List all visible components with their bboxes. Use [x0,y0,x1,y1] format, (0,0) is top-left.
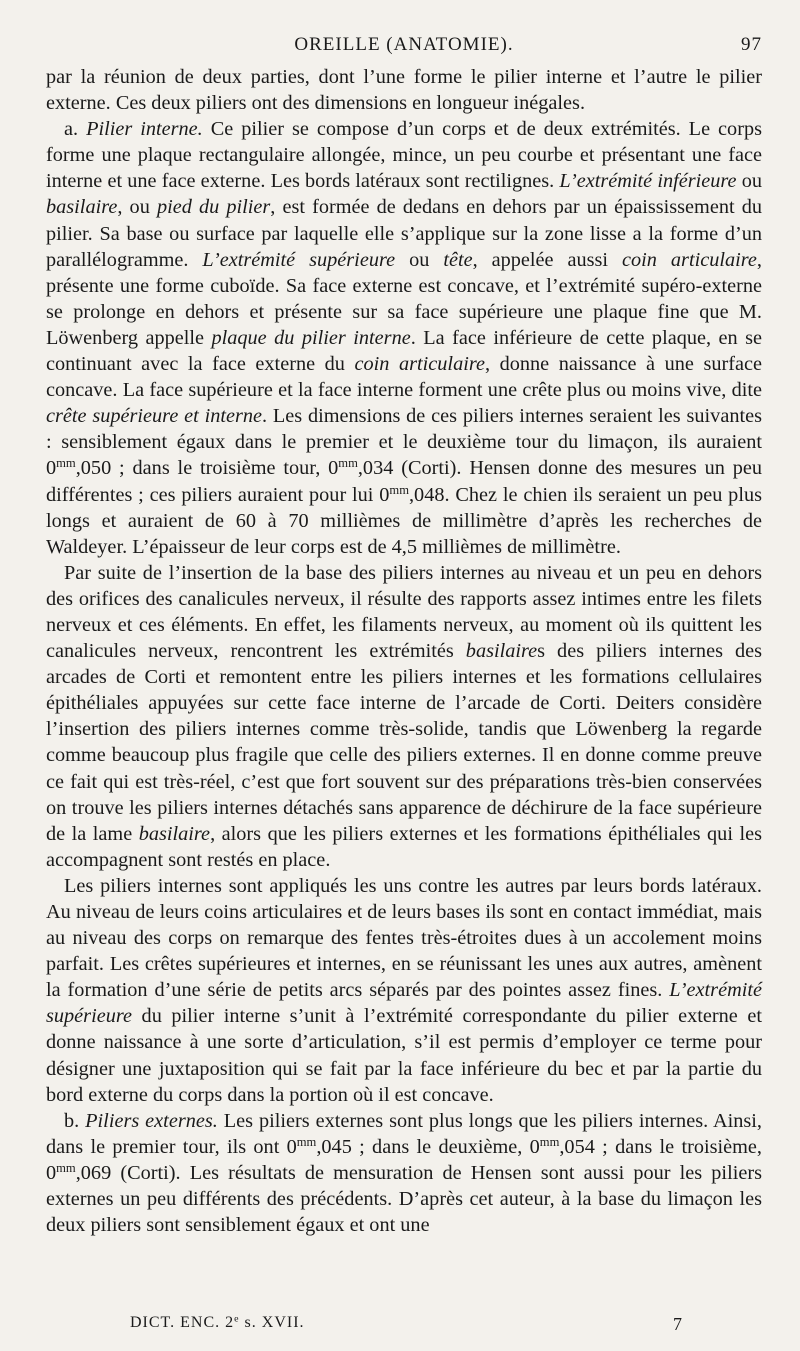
paragraph-pilier-interne: a. Pilier interne. Ce pilier se compose d’un corps et de deux extrémités. Le corps forme une plaque rectangulaire allongée, mince, un peu courbe et présentant une face interne et une face externe. Les bords latéraux sont rectilignes. L’extrémité inférieure ou basilaire, ou pied du pilier, est formée de dedans en dehors par un épaississement du pilier. Sa base ou surface par laquelle elle s’applique sur la zone lisse a la forme d’un parallélogramme. L’extrémité supérieure ou tête, appelée aussi coin articulaire, présente une forme cuboïde. Sa face externe est concave, et l’extrémité supéro-externe se prolonge en dehors et présente sur sa face supérieure une plaque fine que M. Löwenberg appelle plaque du pilier interne. La face inférieure de cette plaque, en se continuant avec la face externe du coin articulaire, donne naissance à une surface concave. La face supérieure et la face interne forment une crête plus ou moins vive, dite crête supérieure et interne. Les dimensions de ces piliers internes seraient les suivantes : sensiblement égaux dans le premier et le deuxième tour du limaçon, ils auraient $0^{mm},050$ ; dans le troisième tour, $0^{mm},034$ (Corti). Hensen donne des mesures un peu différentes ; ces piliers auraient pour lui $0^{mm},048$. Chez le chien ils seraient un peu plus longs et auraient de 60 à 70 millièmes de millimètre d’après les recherches de Waldeyer. L’épaisseur de leur corps est de 4,5 millièmes de millimètre. [46,118,763,558]
page-footer [130,1314,682,1332]
running-title: OREILLE (ANATOMIE). [294,34,514,55]
paragraph-continuation: par la réunion de deux parties, dont l’une forme le pilier interne et l’autre le pilier externe. Ces deux piliers ont des dimensions en longueur inégales. [46,66,762,115]
body-text [46,64,762,1238]
page-number: 97 [741,34,762,55]
sheet-number: 7 [673,1314,682,1334]
running-header [46,28,762,64]
paragraph-bords-lateraux: Les piliers internes sont appliqués les uns contre les autres par leurs bords latéraux. Au niveau de leurs coins articulaires et de leurs bases ils sont en contact immédiat, mais au niveau des corps on remarque des fentes très-étroites dues à un accolement moins parfait. Les crêtes supérieures et internes, en se réunissant les unes aux autres, amènent la formation d’une série de petits arcs séparés par des pointes assez fines. L’extrémité supérieure du pilier interne s’unit à l’extrémité correspondante du pilier externe et donne naissance à une sorte d’articulation, s’il est permis d’employer ce terme pour désigner une juxtaposition qui se fait par la face inférieure du bec et par la partie du bord externe du corps dans la portion où il est concave. [46,874,762,1106]
paragraph-piliers-externes: b. Piliers externes. Les piliers externes sont plus longs que les piliers internes. Ainsi, dans le premier tour, ils ont $0^{mm},045$ ; dans le deuxième, $0^{mm},054$ ; dans le troisième, $0^{mm},069$ (Corti). Les résultats de mensuration de Hensen sont aussi pour les piliers externes un peu différents des précédents. D’après cet auteur, à la base du limaçon les deux piliers sont sensiblement égaux et ont une [46,1109,763,1237]
signature-mark: DICT. ENC. 2e s. XVII. [130,1313,305,1331]
paragraph-insertion: Par suite de l’insertion de la base des piliers internes au niveau et un peu en dehors des orifices des canalicules nerveux, il résulte des rapports assez intimes entre les filets nerveux et ces éléments. En effet, les filaments nerveux, au moment où ils quittent les canalicules nerveux, rencontrent les extrémités basilaires des piliers internes des arcades de Corti et remontent entre les piliers internes et les formations cellulaires épithéliales appuyées sur cette face interne de l’arcade de Corti. Deiters considère l’insertion des piliers internes comme très-solide, tandis que Löwenberg la regarde comme beaucoup plus fragile que celle des piliers externes. Il en donne comme preuve ce fait qui est très-réel, c’est que fort souvent sur des préparations très-bien conservées on trouve les piliers internes détachés sans apparence de déchirure de la face supérieure de la lame basilaire, alors que les piliers externes et les formations épithéliales qui les accompagnent sont restés en place. [46,561,762,871]
